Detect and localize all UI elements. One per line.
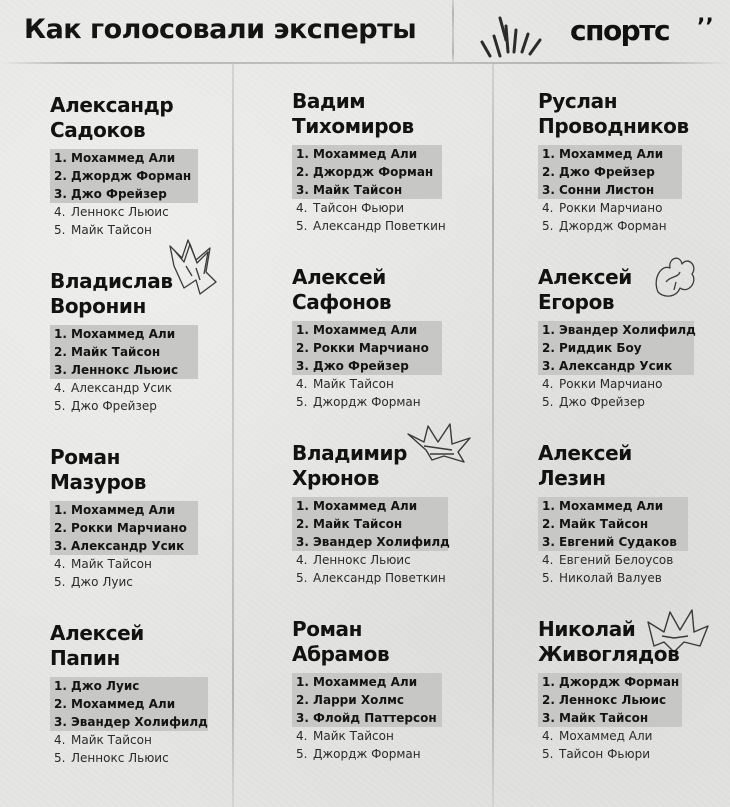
vote-list	[292, 497, 502, 587]
list-item: 3. Сонни Листон	[538, 181, 682, 199]
expert-card	[292, 617, 502, 763]
list-item: 2. Джордж Форман	[292, 163, 442, 181]
list-item: 1. Мохаммед Али	[292, 321, 442, 339]
list-item: 5. Джордж Форман	[296, 747, 421, 761]
expert-name: Николай Живоглядов	[538, 617, 680, 666]
header-divider	[452, 0, 454, 62]
vote-list	[292, 673, 502, 763]
list-item: 4. Майк Тайсон	[54, 733, 152, 747]
list-item: 4. Майк Тайсон	[296, 377, 394, 391]
expert-name: Алексей Сафонов	[292, 265, 392, 314]
list-item: 3. Александр Усик	[50, 537, 198, 555]
vote-list	[538, 145, 730, 235]
list-item: 2. Майк Тайсон	[292, 515, 448, 533]
list-item: 2. Майк Тайсон	[50, 343, 198, 361]
vote-list	[50, 501, 260, 591]
expert-card	[538, 441, 730, 587]
vote-list	[538, 497, 730, 587]
list-item: 1. Мохаммед Али	[292, 145, 442, 163]
list-item: 1. Мохаммед Али	[538, 497, 688, 515]
list-item: 1. Мохаммед Али	[292, 497, 448, 515]
expert-card	[538, 265, 730, 411]
vote-list	[538, 321, 730, 411]
vote-list	[292, 145, 502, 235]
list-item: 1. Эвандер Холифилд	[538, 321, 694, 339]
list-item: 2. Леннокс Льюис	[538, 691, 682, 709]
expert-card	[292, 441, 502, 587]
list-item: 3. Майк Тайсон	[538, 709, 682, 727]
list-item: 1. Джо Луис	[50, 677, 208, 695]
list-item: 3. Эвандер Холифилд	[292, 533, 448, 551]
expert-name: Роман Мазуров	[50, 445, 146, 494]
expert-card	[50, 621, 260, 767]
list-item: 5. Александр Поветкин	[296, 219, 446, 233]
list-item: 1. Мохаммед Али	[50, 501, 198, 519]
list-item: 2. Рокки Марчиано	[292, 339, 442, 357]
expert-name: Алексей Лезин	[538, 441, 632, 490]
expert-card	[50, 269, 260, 415]
brand-logo-mark: ’’	[697, 15, 714, 40]
list-item: 1. Джордж Форман	[538, 673, 682, 691]
list-item: 3. Эвандер Холифилд	[50, 713, 208, 731]
list-item: 5. Джордж Форман	[296, 395, 421, 409]
list-item: 4. Тайсон Фьюри	[296, 201, 405, 215]
list-item: 3. Александр Усик	[538, 357, 694, 375]
vote-list	[50, 677, 260, 767]
list-item: 1. Мохаммед Али	[292, 673, 442, 691]
vote-list	[292, 321, 502, 411]
list-item: 4. Евгений Белоусов	[542, 553, 674, 567]
expert-name: Вадим Тихомиров	[292, 89, 414, 138]
list-item: 3. Флойд Паттерсон	[292, 709, 442, 727]
list-item: 2. Джордж Форман	[50, 167, 198, 185]
expert-name: Александр Садоков	[50, 93, 174, 142]
list-item: 2. Риддик Боу	[538, 339, 694, 357]
expert-name: Алексей Егоров	[538, 265, 632, 314]
vote-list	[538, 673, 730, 763]
list-item: 4. Леннокс Льюис	[296, 553, 411, 567]
splash-scribble-icon	[476, 12, 550, 60]
expert-name: Роман Абрамов	[292, 617, 390, 666]
header-divider-line	[0, 62, 730, 64]
expert-card	[50, 93, 260, 239]
list-item: 2. Мохаммед Али	[50, 695, 208, 713]
expert-name: Владислав Воронин	[50, 269, 173, 318]
list-item: 3. Леннокс Льюис	[50, 361, 198, 379]
list-item: 4. Александр Усик	[54, 381, 172, 395]
expert-card	[538, 617, 730, 763]
expert-name: Алексей Папин	[50, 621, 144, 670]
list-item: 5. Александр Поветкин	[296, 571, 446, 585]
list-item: 5. Джо Фрейзер	[54, 399, 157, 413]
expert-name: Владимир Хрюнов	[292, 441, 408, 490]
list-item: 4. Рокки Марчиано	[542, 201, 663, 215]
list-item: 5. Джо Луис	[54, 575, 133, 589]
expert-card	[538, 89, 730, 235]
list-item: 5. Тайсон Фьюри	[542, 747, 651, 761]
expert-card	[292, 89, 502, 235]
expert-name: Руслан Проводников	[538, 89, 689, 138]
list-item: 2. Ларри Холмс	[292, 691, 442, 709]
list-item: 2. Рокки Марчиано	[50, 519, 198, 537]
list-item: 4. Мохаммед Али	[542, 729, 653, 743]
expert-card	[292, 265, 502, 411]
list-item: 3. Евгений Судаков	[538, 533, 688, 551]
list-item: 1. Мохаммед Али	[50, 149, 198, 167]
list-item: 4. Рокки Марчиано	[542, 377, 663, 391]
list-item: 3. Майк Тайсон	[292, 181, 442, 199]
list-item: 4. Леннокс Льюис	[54, 205, 169, 219]
expert-card	[50, 445, 260, 591]
list-item: 5. Николай Валуев	[542, 571, 662, 585]
vote-list	[50, 325, 260, 415]
list-item: 4. Майк Тайсон	[296, 729, 394, 743]
list-item: 5. Джордж Форман	[542, 219, 667, 233]
list-item: 2. Майк Тайсон	[538, 515, 688, 533]
list-item: 3. Джо Фрейзер	[292, 357, 442, 375]
list-item: 1. Мохаммед Али	[538, 145, 682, 163]
list-item: 1. Мохаммед Али	[50, 325, 198, 343]
page-title: Как голосовали эксперты	[24, 14, 417, 45]
list-item: 5. Джо Фрейзер	[542, 395, 645, 409]
list-item: 5. Леннокс Льюис	[54, 751, 169, 765]
list-item: 5. Майк Тайсон	[54, 223, 152, 237]
list-item: 2. Джо Фрейзер	[538, 163, 682, 181]
brand-logo: спортс	[570, 14, 670, 47]
vote-list	[50, 149, 260, 239]
list-item: 3. Джо Фрейзер	[50, 185, 198, 203]
list-item: 4. Майк Тайсон	[54, 557, 152, 571]
